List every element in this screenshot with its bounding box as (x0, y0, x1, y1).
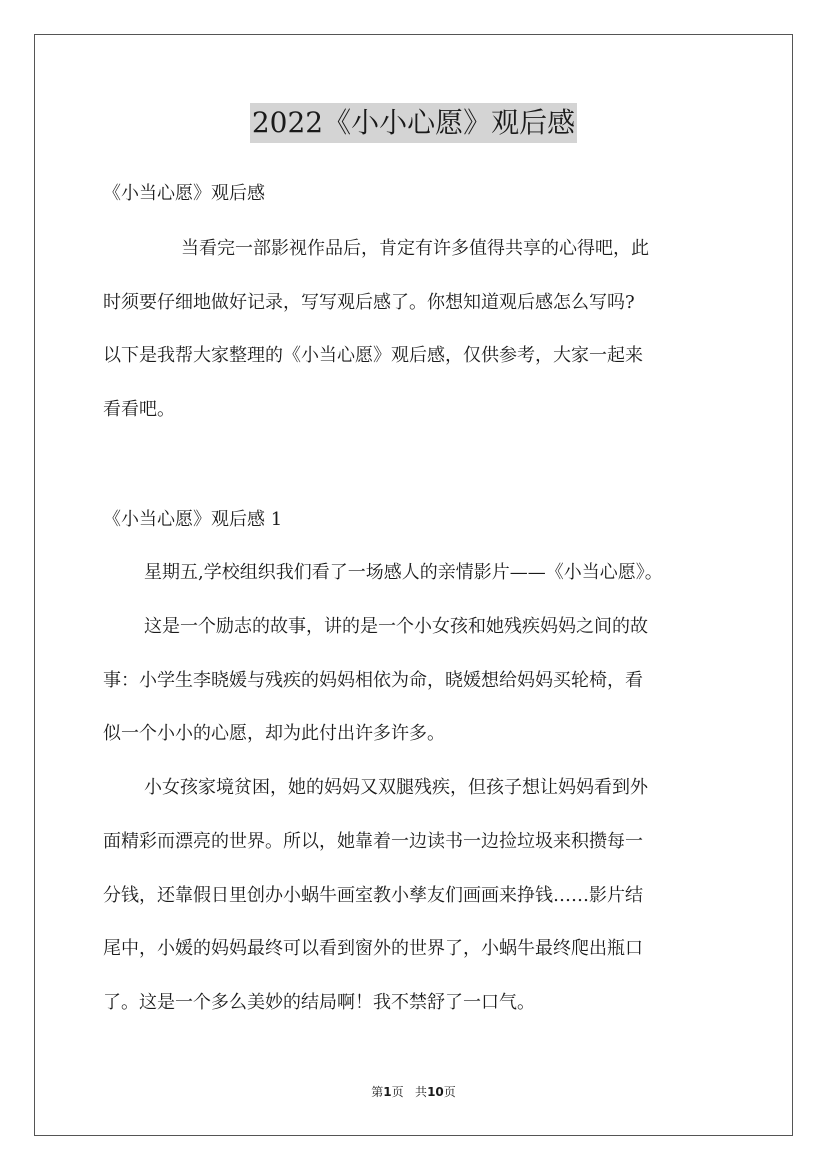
intro-line-4: 看看吧。 (103, 399, 175, 420)
intro-line-2: 时须要仔细地做好记录，写写观后感了。你想知道观后感怎么写吗? (103, 292, 635, 313)
body-line-3: 事：小学生李晓媛与残疾的妈妈相依为命，晓媛想给妈妈买轮椅，看 (103, 670, 643, 691)
body-line-7: 分钱，还靠假日里创办小蜗牛画室教小孳友们画画来挣钱……影片结 (103, 885, 643, 906)
body-line-2: 这是一个励志的故事，讲的是一个小女孩和她残疾妈妈之间的故 (144, 616, 648, 637)
footer-page-prefix: 第 (371, 1085, 384, 1099)
intro-line-3: 以下是我帮大家整理的《小当心愿》观后感，仅供参考，大家一起来 (103, 345, 643, 366)
body-line-6: 面精彩而漂亮的世界。所以，她靠着一边读书一边捡垃圾来积攒每一 (103, 831, 643, 852)
document-title: 2022《小小心愿》观后感 (250, 103, 577, 143)
body-line-1: 星期五,学校组织我们看了一场感人的亲情影片——《小当心愿》。 (144, 562, 663, 583)
body-line-4: 似一个小小的心愿，却为此付出许多许多。 (103, 723, 445, 744)
body-line-9: 了。这是一个多么美妙的结局啊！我不禁舒了一口气。 (103, 992, 535, 1013)
section-heading: 《小当心愿》观后感 1 (103, 509, 283, 530)
title-container (0, 103, 827, 143)
footer-total-prefix: 共 (415, 1085, 428, 1099)
intro-heading: 《小当心愿》观后感 (103, 183, 265, 204)
footer-total-suffix: 页 (443, 1085, 456, 1099)
page-footer (0, 1083, 827, 1100)
footer-total-pages: 10 (427, 1085, 444, 1099)
footer-page-number: 1 (383, 1085, 392, 1099)
intro-line-1: 当看完一部影视作品后，肯定有许多值得共享的心得吧，此 (181, 238, 649, 259)
body-line-5: 小女孩家境贫困，她的妈妈又双腿残疾，但孩子想让妈妈看到外 (144, 777, 648, 798)
footer-page-suffix: 页 (391, 1085, 404, 1099)
body-line-8: 尾中，小媛的妈妈最终可以看到窗外的世界了，小蜗牛最终爬出瓶口 (103, 938, 643, 959)
